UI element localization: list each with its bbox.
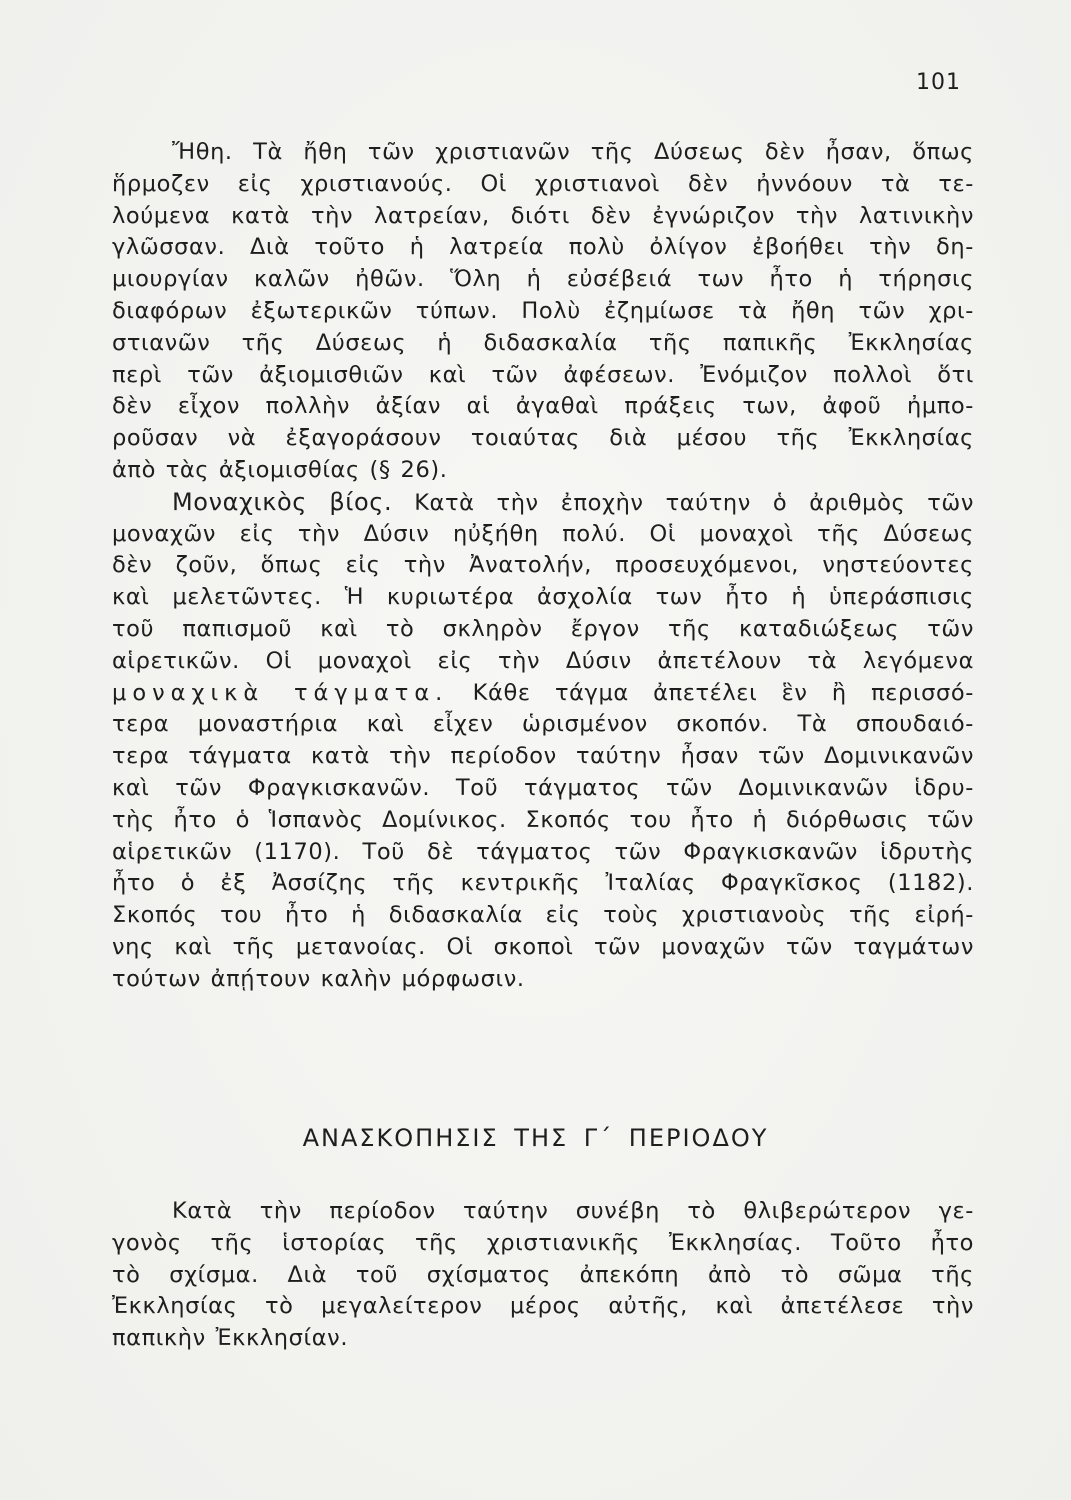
text-line: στιανῶν τῆς Δύσεως ἡ διδασκαλία τῆς παπικῆς Ἐκκλησίας [112,329,974,356]
text-line: τοῦ παπισμοῦ καὶ τὸ σκληρὸν ἔργον τῆς καταδιώξεως τῶν [112,615,974,642]
text-line: ἦτο ὁ ἐξ Ἀσσίζης τῆς κεντρικῆς Ἰταλίας Φραγκῖσκος (1182). [112,870,974,897]
paragraph-heading-line [112,487,974,519]
text-line: Κάθε τάγμα ἀπετέλει ἓν ἢ περισσό- [472,679,974,706]
text-line: τερα μοναστήρια καὶ εἶχεν ὡρισμένον σκοπόν. Τὰ σπουδαιό- [112,711,974,738]
text-line: γονὸς τῆς ἱστορίας τῆς χριστιανικῆς Ἐκκλησίας. Τοῦτο ἦτο [112,1229,974,1256]
text-line: διαφόρων ἐξωτερικῶν τύπων. Πολὺ ἐζημίωσε τὰ ἤθη τῶν χρι- [112,297,974,324]
paragraph-heading: Μοναχικὸς βίος. [172,487,393,516]
text-line: μιουργίαν καλῶν ἠθῶν. Ὅλη ἡ εὐσέβειά των ἦτο ἡ τήρησις [112,266,974,293]
text-line: τὸ σχίσμα. Διὰ τοῦ σχίσματος ἀπεκόπη ἀπὸ τὸ σῶμα τῆς [112,1261,974,1288]
text-line: καὶ τῶν Φραγκισκανῶν. Τοῦ τάγματος τῶν Δομινικανῶν ἱδρυ- [112,774,974,801]
text-line: τὴς ἦτο ὁ Ἱσπανὸς Δομίνικος. Σκοπός του ἦτο ἡ διόρθωσις τῶν [112,806,974,833]
section-text [112,1196,974,1355]
text-line: αἱρετικῶν (1170). Τοῦ δὲ τάγματος τῶν Φραγκισκανῶν ἱδρυτὴς [112,838,974,865]
text-line: Κατὰ τὴν ἐποχὴν ταύτην ὁ ἀριθμὸς τῶν [414,489,974,516]
spaced-term: μοναχικὰ τάγματα. [112,679,449,706]
text-line: μοναχῶν εἰς τὴν Δύσιν ηὐξήθη πολύ. Οἱ μοναχοὶ τῆς Δύσεως [112,520,974,547]
text-line: Ἐκκλησίας τὸ μεγαλείτερον μέρος αὐτῆς, καὶ ἀπετέλεσε τὴν [112,1293,974,1320]
text-line: Κατὰ τὴν περίοδον ταύτην συνέβη τὸ θλιβερώτερον γε- [172,1198,974,1224]
main-text [112,137,974,996]
text-line: ροῦσαν νὰ ἐξαγοράσουν τοιαύτας διὰ μέσου τῆς Ἐκκλησίας [112,425,974,452]
text-line: Ἤθη. Τὰ ἤθη τῶν χριστιανῶν τῆς Δύσεως δὲν ἦσαν, ὅπως [172,139,974,165]
text-line: τούτων ἀπῄτουν καλὴν μόρφωσιν. [112,965,525,992]
text-line: τερα τάγματα κατὰ τὴν περίοδον ταύτην ἦσαν τῶν Δομινικανῶν [112,743,974,770]
text-line: ἥρμοζεν εἰς χριστιανούς. Οἱ χριστιανοὶ δὲν ἠννόουν τὰ τε- [112,170,974,197]
page-number: 101 [916,70,961,95]
text-line: νης καὶ τῆς μετανοίας. Οἱ σκοποὶ τῶν μοναχῶν τῶν ταγμάτων [112,933,974,960]
text-line: δὲν ζοῦν, ὅπως εἰς τὴν Ἀνατολήν, προσευχόμενοι, νηστεύοντες [112,552,974,579]
text-line: αἱρετικῶν. Οἱ μοναχοὶ εἰς τὴν Δύσιν ἀπετέλουν τὰ λεγόμενα [112,647,974,674]
text-line: δὲν εἶχον πολλὴν ἀξίαν αἱ ἀγαθαὶ πράξεις των, ἀφοῦ ἠμπο- [112,393,974,420]
section-heading: ΑΝΑΣΚΟΠΗΣΙΣ ΤΗΣ Γ΄ ΠΕΡΙΟΔΟΥ [302,1124,769,1152]
text-line: ἀπὸ τὰς ἀξιομισθίας (§ 26). [112,456,448,483]
spaced-term-line [112,678,974,710]
text-line: Σκοπός του ἦτο ἡ διδασκαλία εἰς τοὺς χριστιανοὺς τῆς εἰρή- [112,902,974,929]
text-line: περὶ τῶν ἀξιομισθιῶν καὶ τῶν ἀφέσεων. Ἐνόμιζον πολλοὶ ὅτι [112,361,974,388]
text-line: παπικὴν Ἐκκλησίαν. [112,1325,349,1352]
text-line: γλῶσσαν. Διὰ τοῦτο ἡ λατρεία πολὺ ὀλίγον ἐβοήθει τὴν δη- [112,234,974,261]
text-line: λούμενα κατὰ τὴν λατρείαν, διότι δὲν ἐγνώριζον τὴν λατινικὴν [112,202,974,229]
text-line: καὶ μελετῶντες. Ἡ κυριωτέρα ἀσχολία των ἦτο ἡ ὑπεράσπισις [112,584,974,611]
